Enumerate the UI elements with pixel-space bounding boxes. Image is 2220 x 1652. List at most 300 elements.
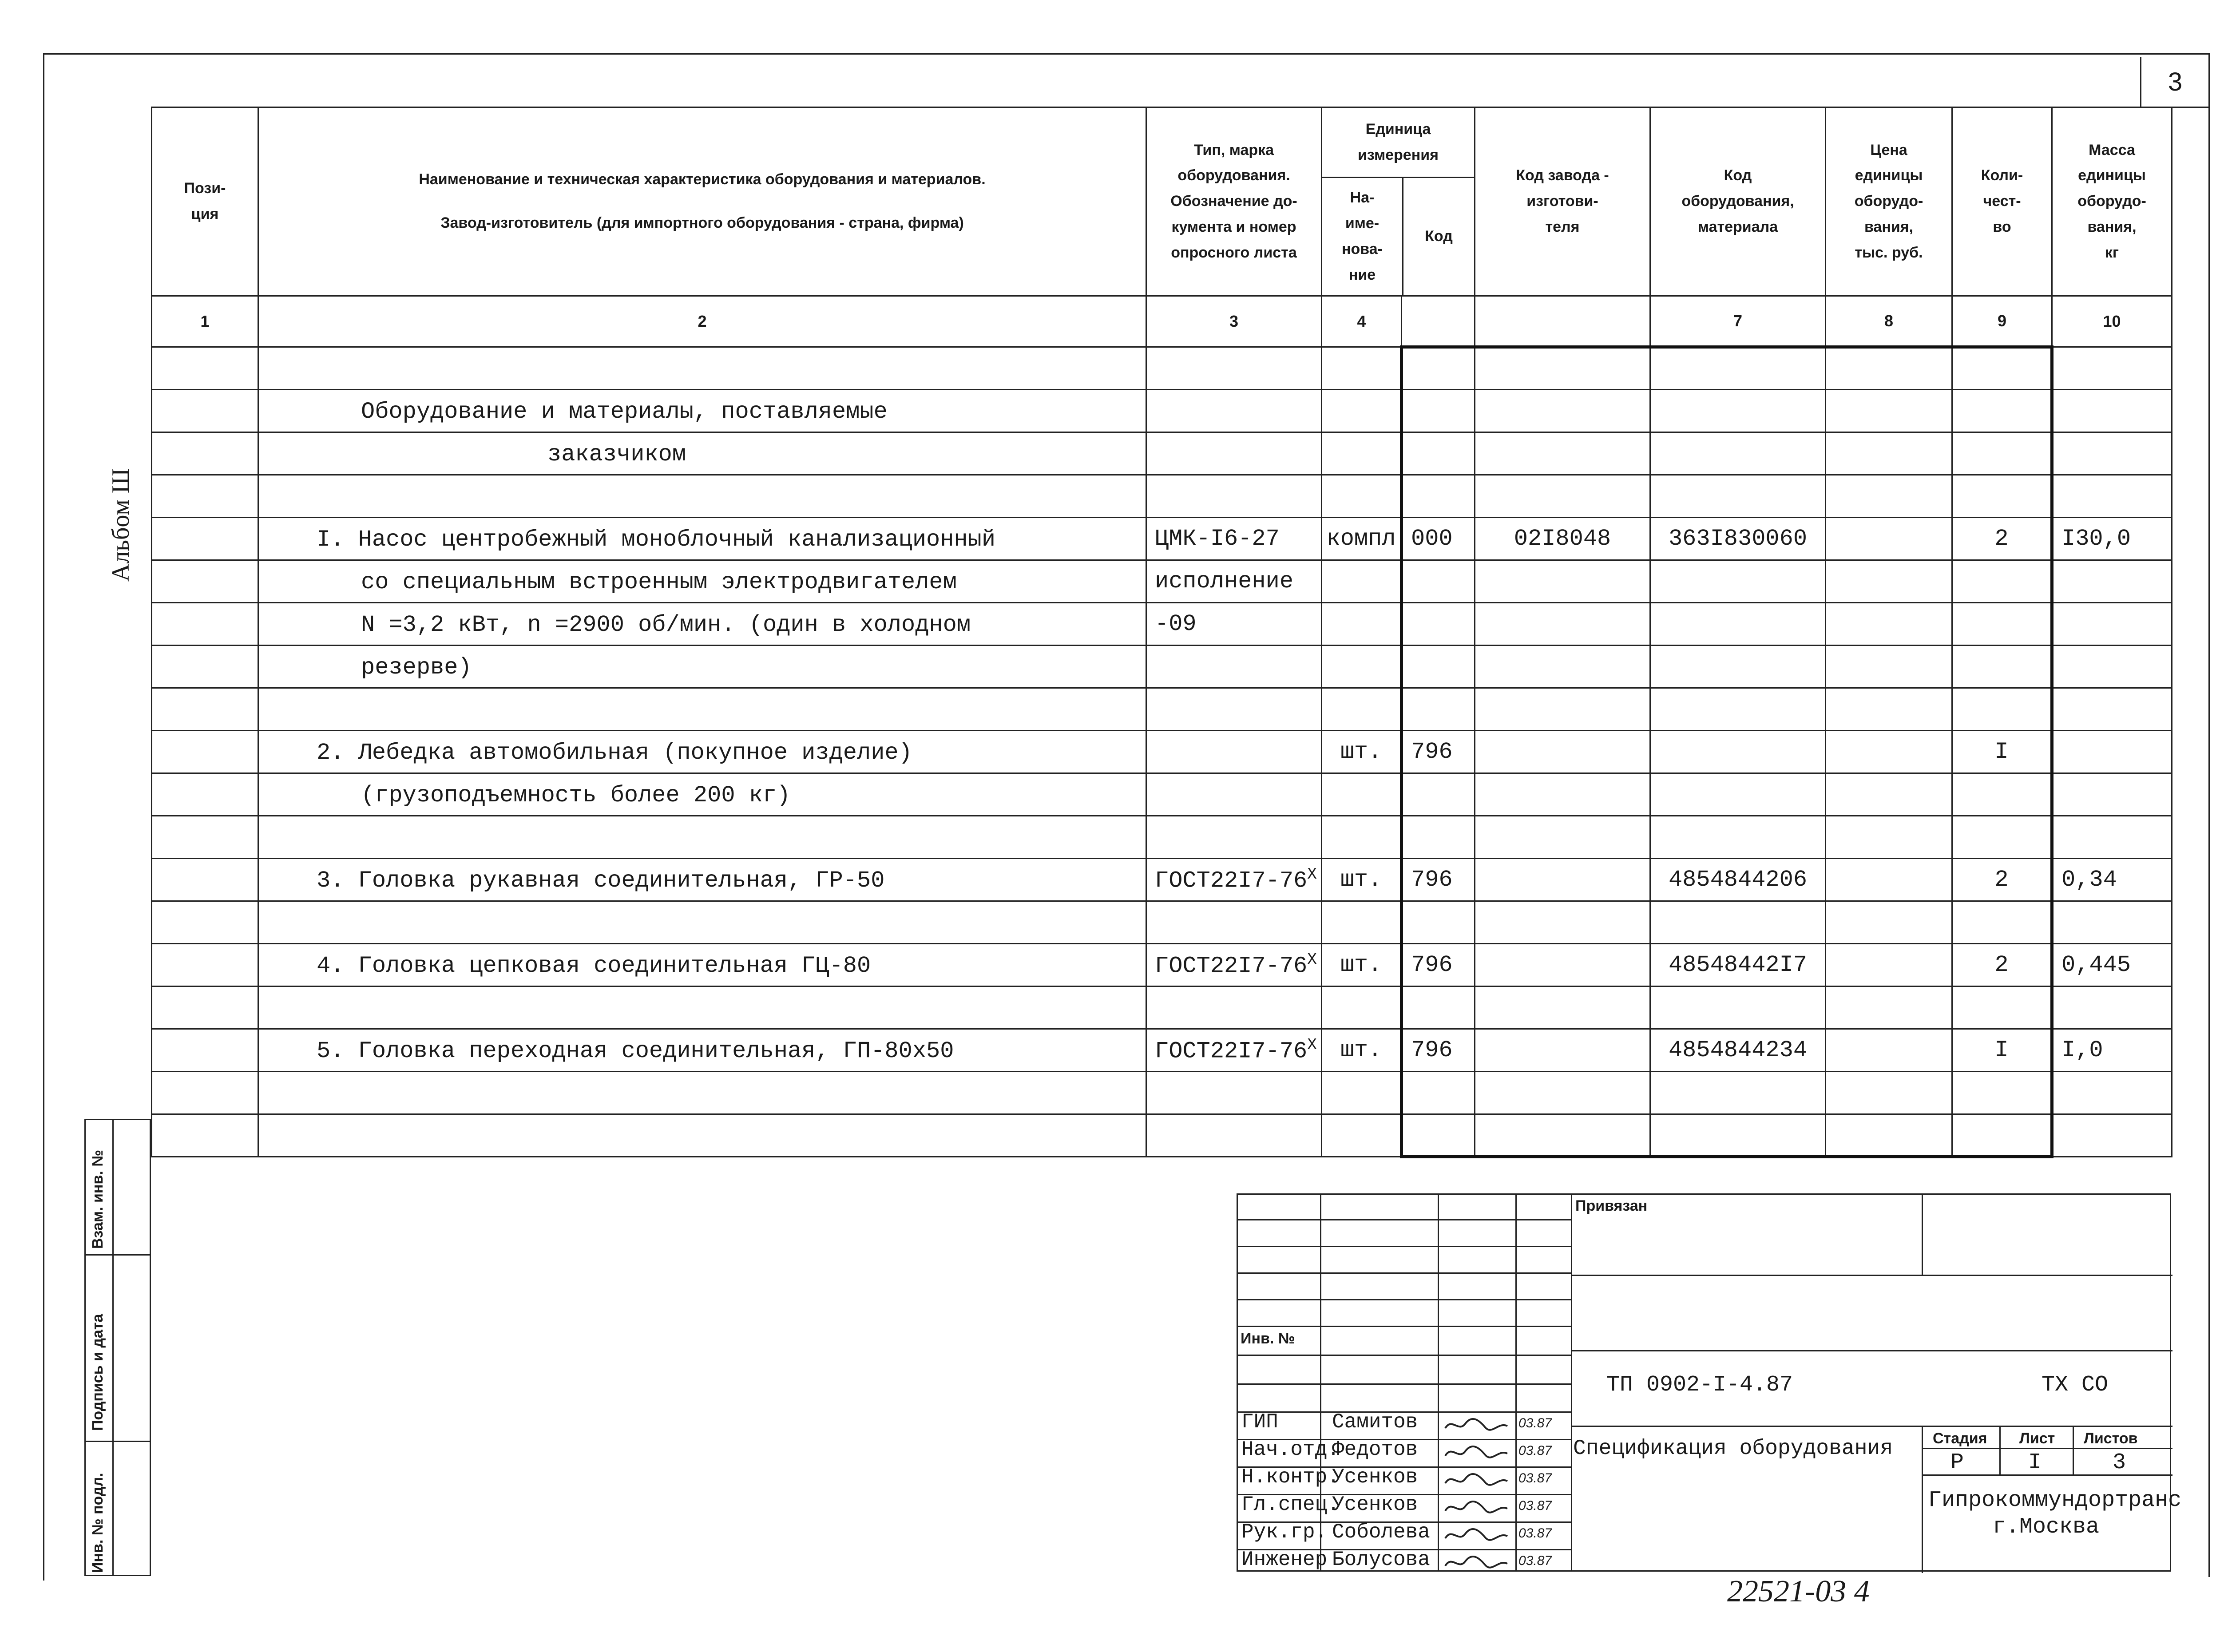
person-name: Усенков: [1332, 1493, 1418, 1516]
cell-unit: шт.: [1322, 944, 1402, 986]
item-name: 2. Лебедка автомобильная (покупное изделие): [317, 740, 912, 766]
cell-unit_code: [1402, 773, 1475, 816]
cell-mass: 0,34: [2052, 859, 2172, 901]
cell-type: [1146, 432, 1322, 475]
cell-type: [1146, 901, 1322, 944]
person-name: Соболева: [1332, 1521, 1430, 1544]
cell-name: [258, 603, 1146, 646]
cell-factory_code: [1475, 560, 1650, 603]
cell-pos: [152, 1029, 258, 1072]
cell-name: [258, 731, 1146, 773]
cell-unit: компл: [1322, 518, 1402, 560]
signature-icon: [1443, 1470, 1510, 1492]
cell-unit: шт.: [1322, 1029, 1402, 1072]
header-name-line2: Завод-изготовитель (для импортного оборудования - страна, фирма): [440, 214, 964, 231]
signature-date-label: Подпись и дата: [89, 1314, 106, 1431]
item-name: (грузоподъемность более 200 кг): [361, 782, 791, 808]
col-num: 7: [1650, 296, 1826, 347]
cell-unit: [1322, 1114, 1402, 1157]
cell-pos: [152, 1072, 258, 1114]
document-title: Спецификация оборудования: [1573, 1437, 1893, 1461]
cell-type: [1146, 816, 1322, 859]
cell-unit_code: [1402, 901, 1475, 944]
cell-price: [1826, 432, 1952, 475]
cell-name: [258, 347, 1146, 390]
col-num: 2: [258, 296, 1146, 347]
col-num: 10: [2052, 296, 2172, 347]
col-num: 1: [152, 296, 258, 347]
cell-price: [1826, 773, 1952, 816]
replace-inv-label: Взам. инв. №: [89, 1149, 106, 1249]
table-row: [152, 390, 2172, 432]
cell-type: [1146, 1029, 1322, 1072]
cell-mass: [2052, 560, 2172, 603]
cell-factory_code: [1475, 390, 1650, 432]
stage-label: Стадия: [1933, 1430, 1987, 1447]
cell-unit_code: [1402, 816, 1475, 859]
album-label: Альбом Ш: [107, 468, 135, 582]
cell-pos: [152, 859, 258, 901]
cell-item_code: 4854844206: [1650, 859, 1826, 901]
item-type-superscript: X: [1307, 1036, 1317, 1054]
cell-price: [1826, 688, 1952, 731]
cell-pos: [152, 816, 258, 859]
role-label: Нач.отд.: [1241, 1438, 1340, 1461]
col-num: 4: [1322, 296, 1402, 347]
cell-factory_code: [1475, 816, 1650, 859]
cell-mass: [2052, 901, 2172, 944]
cell-pos: [152, 901, 258, 944]
sheets-label: Листов: [2084, 1430, 2138, 1447]
sheet-label: Лист: [2019, 1430, 2055, 1447]
cell-item_code: 48548442I7: [1650, 944, 1826, 986]
cell-factory_code: [1475, 603, 1650, 646]
cell-unit: шт.: [1322, 731, 1402, 773]
cell-item_code: 363I830060: [1650, 518, 1826, 560]
table-row: [152, 901, 2172, 944]
cell-unit: [1322, 773, 1402, 816]
header-name: [258, 107, 1146, 296]
organization-city: г.Москва: [1993, 1514, 2100, 1540]
cell-price: [1826, 347, 1952, 390]
signature-icon: [1443, 1497, 1510, 1520]
cell-price: [1826, 1114, 1952, 1157]
cell-factory_code: [1475, 475, 1650, 518]
col-num: 8: [1826, 296, 1952, 347]
cell-unit: шт.: [1322, 859, 1402, 901]
organization-name: Гипрокоммундортранс: [1928, 1488, 2182, 1513]
cell-mass: [2052, 390, 2172, 432]
cell-type: [1146, 859, 1322, 901]
person-name: Болусова: [1332, 1548, 1430, 1571]
stage-value: Р: [1950, 1450, 1964, 1475]
cell-pos: [152, 475, 258, 518]
cell-unit_code: [1402, 390, 1475, 432]
col-num: [1402, 296, 1475, 347]
cell-unit: [1322, 646, 1402, 688]
header-quantity: Коли- чест- во: [1952, 107, 2052, 296]
header-unit-group: Единица измерения: [1322, 108, 1474, 178]
sign-date: 03.87: [1518, 1471, 1552, 1486]
item-name: 4. Головка цепковая соединительная ГЦ-80: [317, 953, 871, 979]
cell-mass: I30,0: [2052, 518, 2172, 560]
cell-factory_code: [1475, 688, 1650, 731]
cell-qty: [1952, 432, 2052, 475]
cell-item_code: [1650, 646, 1826, 688]
table-row: [152, 688, 2172, 731]
cell-qty: [1952, 1072, 2052, 1114]
cell-pos: [152, 773, 258, 816]
cell-name: [258, 432, 1146, 475]
header-row: [152, 107, 2172, 296]
cell-price: [1826, 816, 1952, 859]
left-stamp: [84, 1119, 151, 1576]
cell-name: [258, 390, 1146, 432]
cell-unit: [1322, 901, 1402, 944]
table-row: [152, 859, 2172, 901]
cell-price: [1826, 646, 1952, 688]
sheet-value: I: [2028, 1450, 2042, 1475]
cell-item_code: [1650, 816, 1826, 859]
cell-unit_code: 796: [1402, 731, 1475, 773]
cell-factory_code: [1475, 1029, 1650, 1072]
cell-type: [1146, 944, 1322, 986]
cell-pos: [152, 688, 258, 731]
cell-name: [258, 475, 1146, 518]
table-row: [152, 944, 2172, 986]
cell-unit_code: 796: [1402, 1029, 1475, 1072]
cell-unit_code: [1402, 1114, 1475, 1157]
cell-item_code: [1650, 731, 1826, 773]
sign-date: 03.87: [1518, 1416, 1552, 1430]
item-name: I. Насос центробежный моноблочный канализационный: [317, 527, 996, 553]
section-title: заказчиком: [547, 441, 686, 467]
item-name: 5. Головка переходная соединительная, ГП-80х50: [317, 1038, 954, 1064]
header-unit-name: На- име- нова- ние: [1322, 178, 1403, 295]
cell-factory_code: [1475, 1114, 1650, 1157]
item-name: 3. Головка рукавная соединительная, ГР-50: [317, 868, 885, 894]
cell-qty: [1952, 1114, 2052, 1157]
cell-name: [258, 1029, 1146, 1072]
cell-mass: [2052, 816, 2172, 859]
cell-unit_code: [1402, 603, 1475, 646]
cell-price: [1826, 518, 1952, 560]
cell-price: [1826, 901, 1952, 944]
cell-qty: I: [1952, 1029, 2052, 1072]
signature-icon: [1443, 1442, 1510, 1465]
inv-no-label: Инв. №: [1241, 1330, 1295, 1347]
header-position: Пози- ция: [152, 107, 258, 296]
cell-type: [1146, 986, 1322, 1029]
cell-item_code: [1650, 603, 1826, 646]
header-factory-code: Код завода - изготови- теля: [1475, 107, 1650, 296]
table-row: [152, 731, 2172, 773]
cell-price: [1826, 390, 1952, 432]
cell-factory_code: [1475, 773, 1650, 816]
cell-unit_code: [1402, 1072, 1475, 1114]
cell-factory_code: [1475, 731, 1650, 773]
sign-date: 03.87: [1518, 1526, 1552, 1541]
item-type: ГОСТ22I7-76: [1155, 1038, 1308, 1065]
person-name: Усенков: [1332, 1466, 1418, 1489]
cell-mass: [2052, 475, 2172, 518]
cell-type: [1146, 1072, 1322, 1114]
cell-item_code: [1650, 773, 1826, 816]
cell-qty: [1952, 688, 2052, 731]
cell-pos: [152, 390, 258, 432]
cell-unit: [1322, 688, 1402, 731]
cell-name: [258, 646, 1146, 688]
col-num: 9: [1952, 296, 2052, 347]
item-name: резерве): [361, 654, 472, 681]
cell-mass: [2052, 603, 2172, 646]
cell-name: [258, 560, 1146, 603]
cell-price: [1826, 475, 1952, 518]
cell-price: [1826, 1029, 1952, 1072]
inv-original-label: Инв. № подл.: [89, 1473, 106, 1573]
cell-price: [1826, 731, 1952, 773]
sheets-value: 3: [2113, 1450, 2126, 1475]
cell-factory_code: [1475, 944, 1650, 986]
cell-name: [258, 1114, 1146, 1157]
archive-number: 22521-03 4: [1727, 1574, 1870, 1608]
cell-name: [258, 518, 1146, 560]
cell-pos: [152, 347, 258, 390]
cell-qty: I: [1952, 731, 2052, 773]
cell-unit_code: 796: [1402, 859, 1475, 901]
table-row: [152, 773, 2172, 816]
cell-qty: 2: [1952, 944, 2052, 986]
title-block: [1237, 1193, 2182, 1572]
sign-date: 03.87: [1518, 1553, 1552, 1568]
cell-type: [1146, 1114, 1322, 1157]
cell-factory_code: [1475, 432, 1650, 475]
cell-unit_code: [1402, 986, 1475, 1029]
cell-qty: 2: [1952, 518, 2052, 560]
cell-unit_code: [1402, 432, 1475, 475]
privyazan-label: Привязан: [1575, 1197, 1648, 1214]
header-unit: [1322, 107, 1475, 296]
item-name: со специальным встроенным электродвигателем: [361, 569, 957, 595]
cell-mass: [2052, 688, 2172, 731]
cell-pos: [152, 432, 258, 475]
cell-mass: [2052, 347, 2172, 390]
cell-type: [1146, 560, 1322, 603]
cell-price: [1826, 603, 1952, 646]
cell-qty: [1952, 773, 2052, 816]
cell-item_code: [1650, 986, 1826, 1029]
cell-type: [1146, 731, 1322, 773]
cell-mass: [2052, 1114, 2172, 1157]
header-name-line1: Наименование и техническая характеристика оборудования и материалов.: [419, 171, 986, 188]
cell-qty: [1952, 603, 2052, 646]
cell-qty: 2: [1952, 859, 2052, 901]
cell-pos: [152, 944, 258, 986]
role-label: Н.контр.: [1241, 1466, 1340, 1489]
cell-factory_code: [1475, 347, 1650, 390]
cell-unit: [1322, 1072, 1402, 1114]
cell-unit: [1322, 390, 1402, 432]
role-label: Инженер: [1241, 1548, 1328, 1571]
cell-factory_code: 02I8048: [1475, 518, 1650, 560]
header-item-code: Код оборудования, материала: [1650, 107, 1826, 296]
cell-item_code: [1650, 901, 1826, 944]
page-number: 3: [2140, 57, 2209, 108]
item-type: ГОСТ22I7-76: [1155, 868, 1308, 894]
cell-unit_code: [1402, 560, 1475, 603]
cell-item_code: [1650, 1072, 1826, 1114]
table-row: [152, 432, 2172, 475]
table-row: [152, 603, 2172, 646]
signature-icon: [1443, 1415, 1510, 1437]
cell-pos: [152, 518, 258, 560]
cell-mass: 0,445: [2052, 944, 2172, 986]
cell-mass: I,0: [2052, 1029, 2172, 1072]
table-row: [152, 560, 2172, 603]
table-row: [152, 646, 2172, 688]
item-type: ГОСТ22I7-76: [1155, 953, 1308, 979]
cell-type: [1146, 347, 1322, 390]
col-num: 3: [1146, 296, 1322, 347]
cell-name: [258, 986, 1146, 1029]
cell-type: [1146, 603, 1322, 646]
cell-factory_code: [1475, 646, 1650, 688]
cell-item_code: [1650, 560, 1826, 603]
table-row: [152, 816, 2172, 859]
document-code: ТП 0902-I-4.87: [1606, 1372, 1793, 1398]
table-row: [152, 475, 2172, 518]
item-type: ЦМК-I6-27: [1155, 526, 1280, 552]
cell-qty: [1952, 475, 2052, 518]
cell-unit_code: [1402, 688, 1475, 731]
cell-qty: [1952, 347, 2052, 390]
cell-type: [1146, 773, 1322, 816]
column-number-row: [152, 296, 2172, 347]
cell-name: [258, 688, 1146, 731]
cell-qty: [1952, 986, 2052, 1029]
table-row: [152, 347, 2172, 390]
cell-mass: [2052, 773, 2172, 816]
item-type-superscript: X: [1307, 865, 1317, 884]
item-type-superscript: X: [1307, 951, 1317, 969]
specification-table: [151, 107, 2172, 1158]
table-row: [152, 1029, 2172, 1072]
role-label: ГИП: [1241, 1410, 1278, 1434]
cell-price: [1826, 1072, 1952, 1114]
header-type: Тип, марка оборудования. Обозначение до- кумента и номер опросного листа: [1146, 107, 1322, 296]
cell-item_code: [1650, 1114, 1826, 1157]
cell-unit_code: [1402, 347, 1475, 390]
person-name: Самитов: [1332, 1410, 1418, 1434]
header-mass: Масса единицы оборудо- вания, кг: [2052, 107, 2172, 296]
cell-price: [1826, 986, 1952, 1029]
cell-qty: [1952, 901, 2052, 944]
cell-type: [1146, 390, 1322, 432]
cell-factory_code: [1475, 859, 1650, 901]
cell-mass: [2052, 986, 2172, 1029]
cell-unit_code: [1402, 475, 1475, 518]
cell-name: [258, 944, 1146, 986]
cell-price: [1826, 944, 1952, 986]
cell-mass: [2052, 432, 2172, 475]
cell-unit_code: 796: [1402, 944, 1475, 986]
cell-name: [258, 901, 1146, 944]
person-name: Федотов: [1332, 1438, 1418, 1461]
cell-item_code: [1650, 390, 1826, 432]
cell-unit_code: [1402, 646, 1475, 688]
role-label: Гл.спец.: [1241, 1493, 1340, 1516]
cell-name: [258, 816, 1146, 859]
item-type: исполнение: [1155, 568, 1294, 594]
cell-qty: [1952, 646, 2052, 688]
cell-pos: [152, 986, 258, 1029]
table-row: [152, 1072, 2172, 1114]
cell-name: [258, 1072, 1146, 1114]
signature-icon: [1443, 1553, 1510, 1575]
cell-pos: [152, 646, 258, 688]
table-body: [152, 347, 2172, 1157]
table-row: [152, 1114, 2172, 1157]
sign-date: 03.87: [1518, 1443, 1552, 1458]
cell-unit: [1322, 986, 1402, 1029]
cell-pos: [152, 731, 258, 773]
cell-mass: [2052, 731, 2172, 773]
signature-icon: [1443, 1525, 1510, 1547]
cell-pos: [152, 560, 258, 603]
cell-unit: [1322, 475, 1402, 518]
cell-factory_code: [1475, 1072, 1650, 1114]
cell-mass: [2052, 646, 2172, 688]
role-label: Рук.гр.: [1241, 1521, 1328, 1544]
cell-price: [1826, 859, 1952, 901]
cell-pos: [152, 1114, 258, 1157]
document-suffix: ТХ СО: [2042, 1372, 2109, 1398]
sign-date: 03.87: [1518, 1498, 1552, 1513]
cell-item_code: [1650, 347, 1826, 390]
cell-factory_code: [1475, 986, 1650, 1029]
cell-item_code: [1650, 475, 1826, 518]
cell-unit: [1322, 347, 1402, 390]
cell-unit_code: 000: [1402, 518, 1475, 560]
cell-mass: [2052, 1072, 2172, 1114]
cell-item_code: [1650, 432, 1826, 475]
cell-name: [258, 773, 1146, 816]
section-title: Оборудование и материалы, поставляемые: [361, 399, 888, 425]
cell-qty: [1952, 390, 2052, 432]
cell-item_code: [1650, 688, 1826, 731]
cell-unit: [1322, 816, 1402, 859]
header-unit-code: Код: [1425, 228, 1453, 245]
cell-factory_code: [1475, 901, 1650, 944]
cell-unit: [1322, 603, 1402, 646]
cell-type: [1146, 688, 1322, 731]
col-num: [1475, 296, 1650, 347]
cell-type: [1146, 646, 1322, 688]
item-name: N =3,2 кВт, n =2900 об/мин. (один в холодном: [361, 612, 971, 638]
cell-type: [1146, 518, 1322, 560]
cell-type: [1146, 475, 1322, 518]
cell-name: [258, 859, 1146, 901]
header-price: Цена единицы оборудо- вания, тыс. руб.: [1826, 107, 1952, 296]
cell-unit: [1322, 560, 1402, 603]
table-row: [152, 518, 2172, 560]
cell-price: [1826, 560, 1952, 603]
cell-qty: [1952, 560, 2052, 603]
table-row: [152, 986, 2172, 1029]
cell-pos: [152, 603, 258, 646]
cell-item_code: 4854844234: [1650, 1029, 1826, 1072]
cell-unit: [1322, 432, 1402, 475]
